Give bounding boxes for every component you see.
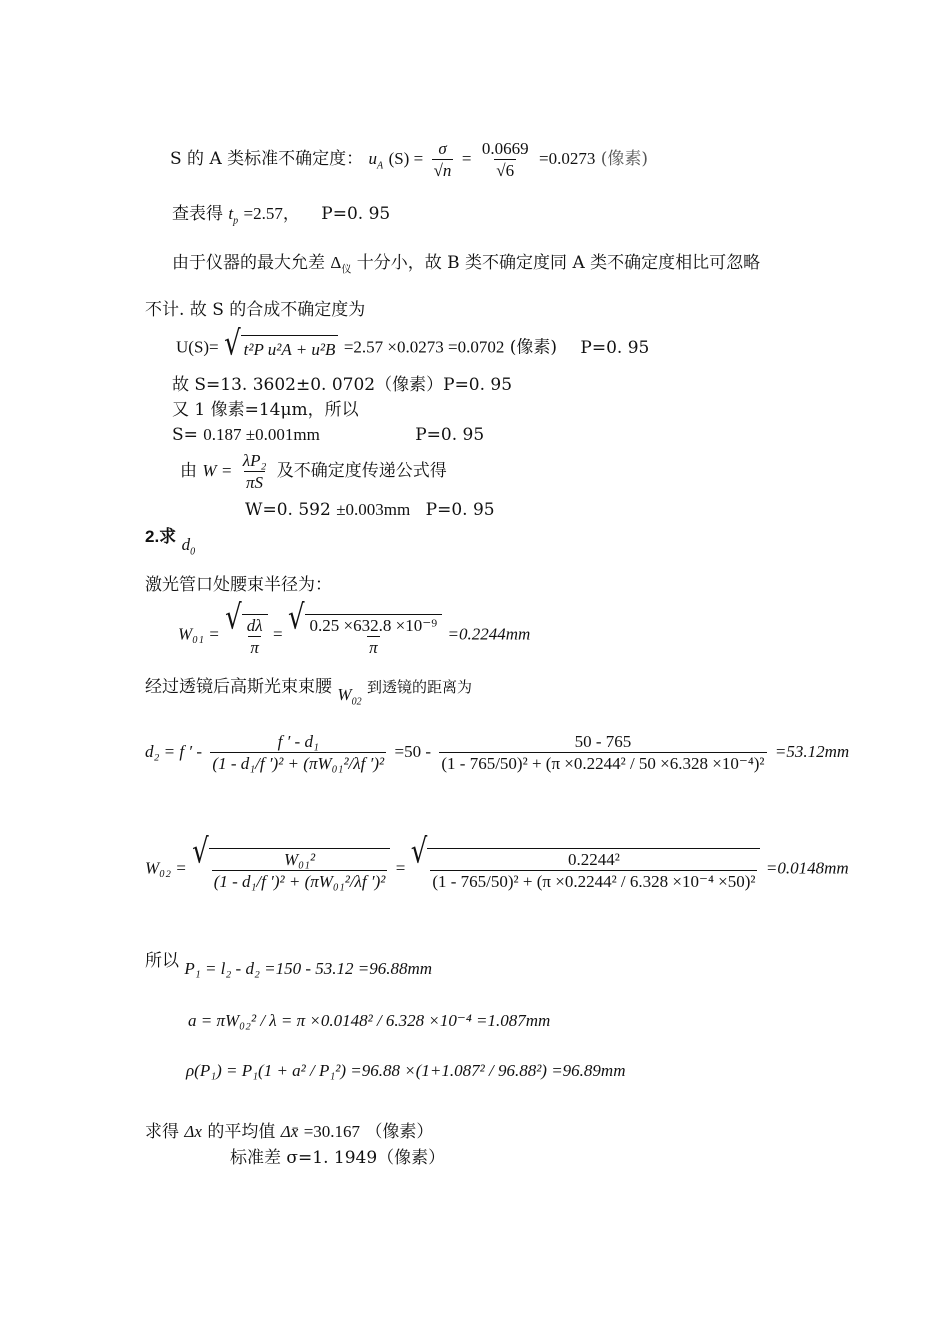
pixel-line: 又 1 像素=14μm，所以: [172, 400, 359, 420]
dx-text1: 求得: [145, 1122, 179, 1142]
section2-heading: [145, 527, 196, 558]
d2-mid: =50 -: [394, 742, 431, 761]
w02-den2: (1 - 765/50)² + (π ×0.2244² / 6.328 ×10⁻⁴ ×50)²: [432, 872, 756, 891]
p1-line: [145, 951, 433, 978]
us-lhs: U(S)=: [176, 337, 219, 357]
w01-lhs: W₀₁ =: [178, 624, 220, 644]
w-result-p: P=0. 95: [425, 500, 495, 520]
dx-unit: （像素）: [365, 1122, 434, 1142]
us-line: [176, 324, 650, 364]
us-unit: (像素): [509, 337, 558, 358]
us-sqrt: √ t²P u²A + u²B: [224, 335, 338, 361]
w01-frac1-num: dλ: [246, 616, 263, 635]
w02-result: =0.0148mm: [765, 858, 849, 878]
instrument-line-cont: [145, 302, 365, 319]
tp-symbol: [228, 204, 239, 227]
tp-value: =2.57，: [243, 204, 300, 223]
section2-sym: [181, 535, 196, 558]
lens-sym: [337, 685, 362, 708]
tp-label: 查表得: [172, 204, 223, 224]
w01-frac1-den: π: [250, 638, 259, 657]
w-frac: [241, 452, 269, 491]
a-line: a = πW₀₂² / λ = π ×0.0148² / 6.328 ×10⁻⁴ =1.087mm: [188, 1011, 551, 1030]
instrument-text1: 由于仪器的最大允差: [172, 253, 325, 273]
w-prefix: 由: [180, 461, 197, 481]
dx-line: [145, 1123, 433, 1141]
d-sym: d: [181, 535, 191, 554]
p1-prefix: 所以: [145, 951, 179, 971]
tp-sub: p: [233, 215, 239, 227]
us-p: P=0. 95: [580, 337, 650, 358]
instrument-text3: 不计. 故 S 的合成不确定度为: [145, 300, 366, 320]
w01-sqrt2: √ $\frac{\text{0.25 ×632.8 ×10⁻⁹}}{\pi}$: [288, 614, 442, 656]
w01-line: W₀₁ = √ $\frac{d\lambda}{\pi}$ = √ $\frac{\text{0.25 ×632.8 ×10⁻⁹}}{\pi}$ =0.2244mm: [178, 598, 531, 657]
w02-eq: =: [395, 858, 406, 878]
frac-den: √n: [433, 161, 452, 180]
tp-line: [172, 205, 390, 226]
w02-num2: 0.2244²: [567, 850, 620, 869]
dx-sym: Δx: [184, 1122, 202, 1141]
instrument-line: [172, 254, 760, 275]
delta-symbol: [330, 253, 352, 276]
d2-frac1: [210, 733, 386, 772]
s-mm-lhs: S=: [172, 425, 198, 445]
delta-sub: 仪: [341, 264, 352, 276]
lens-w-sub: 02: [351, 696, 362, 708]
s-a-unit: (像素): [600, 149, 649, 169]
s-a-lhs-u: u: [368, 149, 378, 168]
s-a-lhs-sub: A: [377, 160, 384, 172]
s-mm-p: P=0. 95: [415, 425, 485, 445]
w02-line: [145, 832, 849, 891]
lens-label-line: [145, 677, 472, 708]
w01-frac2-den: π: [369, 638, 378, 657]
d2-frac2: [439, 733, 766, 772]
frac-num: σ: [438, 139, 447, 158]
d2-num2: 50 - 765: [574, 732, 632, 751]
lens-text2: 到透镜的距离为: [366, 678, 472, 696]
w-lhs: W =: [202, 461, 233, 480]
s-result-line: 故 S=13. 3602±0. 0702（像素）P=0. 95: [172, 375, 513, 395]
dx-value: =30.167: [303, 1122, 361, 1141]
s-mm-value: 0.187 ±0.001mm: [203, 425, 320, 444]
value-over-root6: [480, 140, 531, 179]
s-a-lhs-arg: (S) =: [388, 149, 424, 168]
p1-formula: P₁ = l₂ - d₂ =150 - 53.12 =96.88mm: [184, 959, 433, 978]
rho-line: ρ(P₁) = P₁(1 + a² / P₁²) =96.88 ×(1+1.087² / 96.88²) =96.89mm: [186, 1061, 626, 1080]
sigma-over-root-n: [432, 140, 454, 179]
d2-lhs: d₂ = f ′ -: [145, 742, 202, 761]
d2-result: =53.12mm: [774, 742, 850, 761]
dx-sym2: Δx̄: [280, 1122, 299, 1141]
d2-line: [145, 733, 849, 772]
section2-title: 2.求: [145, 527, 177, 546]
w-result-lhs: W=0. 592: [245, 500, 331, 520]
us-radicand: t²P u²A + u²B: [241, 335, 339, 361]
tp-p: P=0. 95: [321, 204, 391, 224]
dx-text2: 的平均值: [207, 1122, 276, 1142]
s-mm-line: [172, 426, 484, 444]
s-a-uncertainty-line: S 的 A 类标准不确定度： $u_A$ (S) = $\frac{\sigma}{√n}$ = $\frac{0.0669}{√6}$ =0.0273 (像素): [170, 139, 649, 180]
w-result-line: [245, 501, 495, 519]
waist-label: 激光管口处腰束半径为：: [145, 575, 332, 595]
w02-sqrt2: √ $\frac{\text{0.2244²}}{\text{(1 - 765/50)² + (π ×0.2244² / 6.328 ×10⁻⁴ ×50)²}}$: [411, 848, 761, 890]
w-frac-num: λP₂: [242, 451, 267, 470]
d2-den1: (1 - d₁/f ′)² + (πW₀₁²/λf ′)²: [212, 754, 385, 773]
d2-num1: f ′ - d₁: [277, 732, 319, 751]
w-suffix: 及不确定度传递公式得: [276, 461, 447, 481]
s-a-lhs: [368, 149, 384, 172]
w01-sqrt1: √ $\frac{d\lambda}{\pi}$: [225, 614, 267, 656]
w02-lhs: W₀₂ =: [145, 858, 187, 878]
frac-den-value: √6: [496, 161, 515, 180]
us-result: =2.57 ×0.0273 =0.0702: [343, 337, 505, 357]
frac-num-value: 0.0669: [481, 139, 529, 158]
instrument-text2: 十分小，故 B 类不确定度同 A 类不确定度相比可忽略: [356, 253, 761, 273]
w01-result: =0.2244mm: [447, 624, 531, 644]
d2-den2: (1 - 765/50)² + (π ×0.2244² / 50 ×6.328 ×10⁻⁴)²: [441, 754, 765, 773]
lens-text: 经过透镜后高斯光束束腰: [145, 677, 332, 697]
s-a-label: S 的 A 类标准不确定度：: [170, 149, 364, 169]
w02-den1: (1 - d₁/f ′)² + (πW₀₁²/λf ′)²: [213, 872, 386, 891]
w02-sqrt1: √ $\frac{\text{W₀₁²}}{\text{(1 - d₁/f ′)² + (πW₀₁²/λf ′)²}}$: [192, 848, 390, 890]
w01-frac2-num: 0.25 ×632.8 ×10⁻⁹: [309, 616, 438, 635]
w02-num1: W₀₁²: [283, 850, 316, 869]
w-formula-line: [180, 452, 447, 491]
lens-w: W: [337, 685, 352, 704]
d-sub: 0: [190, 546, 196, 558]
s-a-result: =0.0273: [539, 149, 596, 168]
w-frac-den: πS: [246, 473, 264, 492]
w-result-value: ±0.003mm: [336, 500, 411, 519]
tp-sym: t: [228, 204, 234, 223]
sigma-line: 标准差 σ=1. 1949（像素）: [230, 1148, 446, 1168]
delta: Δ: [330, 253, 342, 272]
